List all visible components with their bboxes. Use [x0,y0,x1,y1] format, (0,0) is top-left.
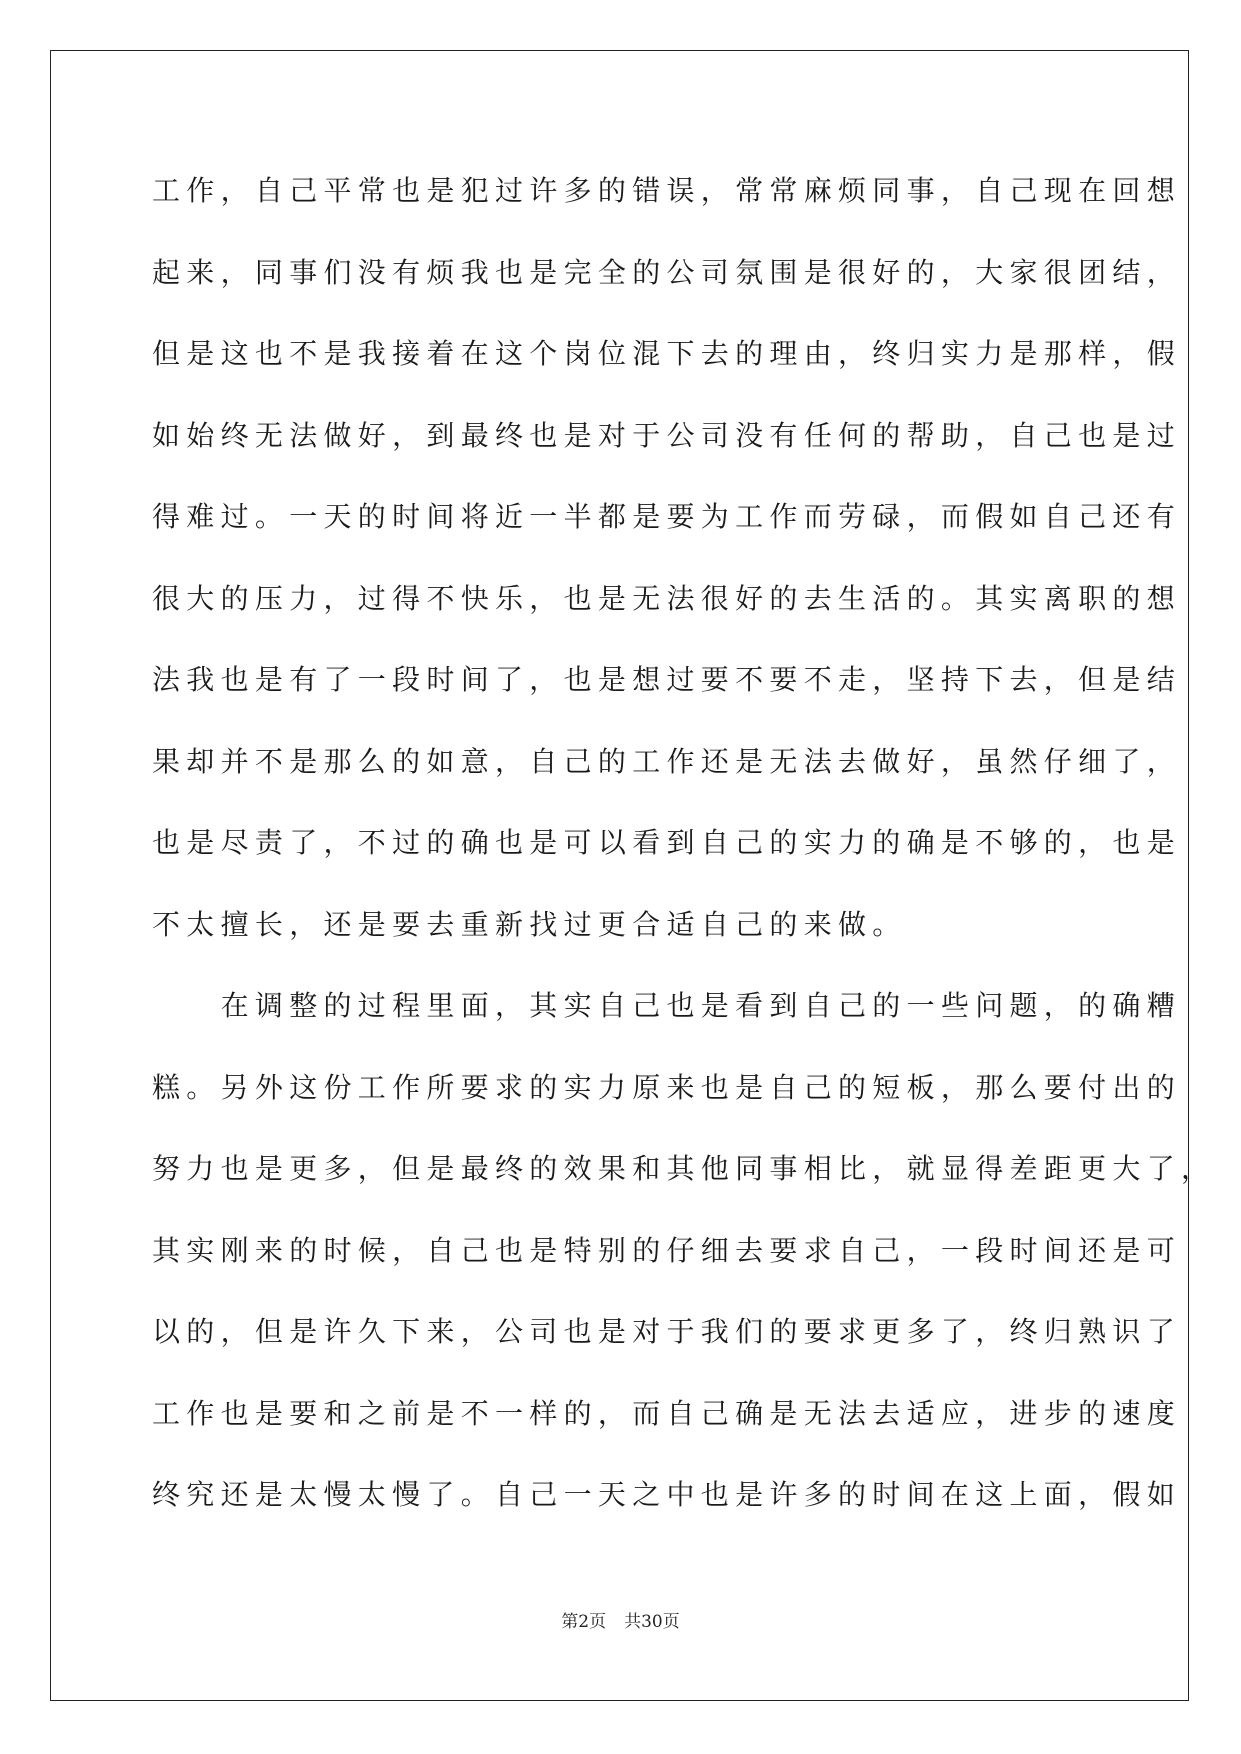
text-line: 得难过。一天的时间将近一半都是要为工作而劳碌，而假如自己还有 [152,500,1182,533]
text-line: 果却并不是那么的如意，自己的工作还是无法去做好，虽然仔细了， [152,744,1182,778]
text-line: 糕。另外这份工作所要求的实力原来也是自己的短板，那么要付出的 [152,1070,1182,1104]
text-line: 如始终无法做好，到最终也是对于公司没有任何的帮助，自己也是过 [152,418,1182,452]
text-line: 终究还是太慢太慢了。自己一天之中也是许多的时间在这上面，假如 [152,1478,1182,1511]
text-line: 在调整的过程里面，其实自己也是看到自己的一些问题，的确糟 [152,989,1182,1022]
text-line: 但是这也不是我接着在这个岗位混下去的理由，终归实力是那样，假 [152,337,1182,370]
text-line: 努力也是更多，但是最终的效果和其他同事相比，就显得差距更大了， [152,1152,1216,1185]
document-body [152,163,1216,1549]
text-line: 法我也是有了一段时间了，也是想过要不要不走，坚持下去，但是结 [152,663,1182,696]
text-line: 以的，但是许久下来，公司也是对于我们的要求更多了，终归熟识了 [152,1315,1182,1348]
text-line: 工作也是要和之前是不一样的，而自己确是无法去适应，进步的速度 [152,1396,1182,1430]
text-line: 很大的压力，过得不快乐，也是无法很好的去生活的。其实离职的想 [152,581,1182,615]
page-footer [0,1607,1241,1632]
text-line: 工作，自己平常也是犯过许多的错误，常常麻烦同事，自己现在回想 [152,174,1182,207]
text-line: 其实刚来的时候，自己也是特别的仔细去要求自己，一段时间还是可 [152,1233,1182,1267]
page-total: 共30页 [624,1612,680,1632]
page-number: 第2页 [561,1612,607,1632]
text-line: 起来，同事们没有烦我也是完全的公司氛围是很好的，大家很团结， [152,255,1182,289]
text-line: 不太擅长，还是要去重新找过更合适自己的来做。 [152,907,907,941]
text-line: 也是尽责了，不过的确也是可以看到自己的实力的确是不够的，也是 [152,826,1182,859]
